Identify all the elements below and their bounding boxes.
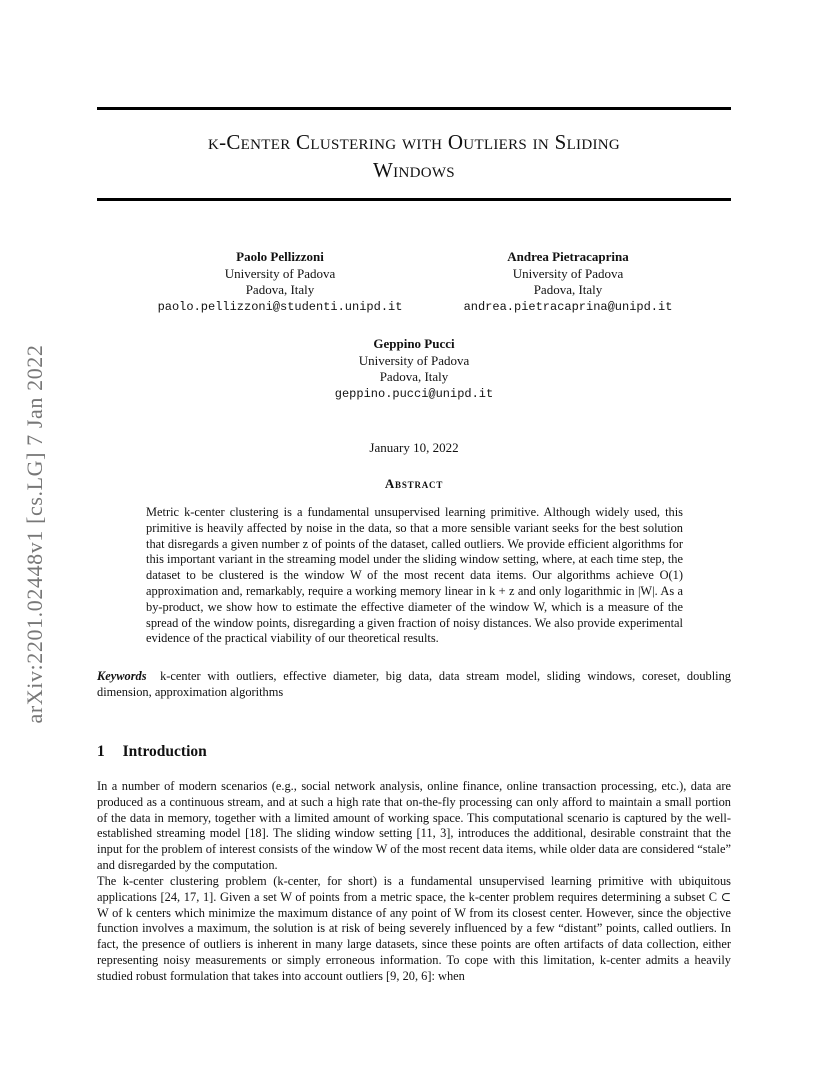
author-affiliation: University of Padova <box>358 352 470 368</box>
author-affiliation: University of Padova <box>512 265 624 281</box>
paper-title <box>97 128 731 184</box>
keywords <box>97 669 731 701</box>
top-rule <box>97 107 731 110</box>
author-email: paolo.pellizzoni@studenti.unipd.it <box>157 299 403 314</box>
abstract-heading: Abstract <box>384 476 444 491</box>
author-block-3 <box>264 336 564 402</box>
bottom-rule <box>97 198 731 201</box>
author-location: Padova, Italy <box>245 282 315 297</box>
author-location: Padova, Italy <box>533 282 603 297</box>
author-email: andrea.pietracaprina@unipd.it <box>463 299 673 314</box>
paragraph-1: In a number of modern scenarios (e.g., social network analysis, online finance, online transaction processing, etc.), data are produced as a continuous stream, and at such a high rate that on-the-fly processing can only afford to maintain a small portion of the data in memory, together with a limited amount of working space. This computational scenario is captured by the well-established streaming model [18]. The sliding window setting [11, 3], introduces the additional, desirable constraint that the input for the problem of interest consists of the window W of the most recent data items, while older data are considered “stale” and disregarded by the computation. <box>97 779 731 872</box>
title-line-1: k-Center Clustering with Outliers in Sliding <box>207 130 621 154</box>
keywords-text: k-center with outliers, effective diameter, big data, data stream model, sliding windows, coreset, doubling dimension, approximation algorithms <box>97 669 731 699</box>
section-heading <box>97 743 207 761</box>
abstract-text: Metric k-center clustering is a fundamental unsupervised learning primitive. Although widely used, this primitive is heavily affected by noise in the data, so that a more sensible variant seeks for the best solution that disregards a given number z of points of the dataset, called outliers. We provide efficient algorithms for this important variant in the streaming model under the sliding window setting, where, at each time step, the dataset to be clustered is the window W of the most recent data items. Our algorithms achieve O(1) approximation and, remarkably, require a working memory linear in k + z and only logarithmic in |W|. As a by-product, we show how to estimate the effective diameter of the window W, which is a measure of the spread of the window points, disregarding a given fraction of noisy distances. We also provide experimental evidence of the practical viability of our theoretical results. <box>146 505 683 646</box>
author-email: geppino.pucci@unipd.it <box>334 386 494 401</box>
section-title: Introduction <box>122 743 207 760</box>
author-name: Paolo Pellizzoni <box>236 249 324 264</box>
arxiv-identifier: arXiv:2201.02448v1 [cs.LG] 7 Jan 2022 <box>22 344 47 724</box>
author-name: Geppino Pucci <box>373 336 455 351</box>
title-line-2: Windows <box>373 158 455 182</box>
author-name: Andrea Pietracaprina <box>507 249 629 264</box>
author-location: Padova, Italy <box>379 369 449 384</box>
section-number: 1 <box>97 743 105 760</box>
author-block-2 <box>418 249 718 315</box>
author-affiliation: University of Padova <box>224 265 336 281</box>
author-block-1 <box>130 249 430 315</box>
publication-date: January 10, 2022 <box>369 440 459 455</box>
paragraph-2: The k-center clustering problem (k-center, for short) is a fundamental unsupervised learning primitive with ubiquitous applications [24, 17, 1]. Given a set W of points from a metric space, the k-center problem requires determining a subset C ⊂ W of k centers which minimize the maximum distance of any point of W from its closest center. However, since the objective function involves a maximum, the solution is at risk of being severely influenced by a few “distant” points, called outliers. In fact, the presence of outliers is inherent in many large datasets, since these points are often artifacts of data collection, either representing noisy measurements or simply erroneous information. To cope with this limitation, k-center admits a heavily studied robust formulation that takes into account outliers [9, 20, 6]: when <box>97 874 731 983</box>
keywords-label: Keywords <box>97 669 147 683</box>
